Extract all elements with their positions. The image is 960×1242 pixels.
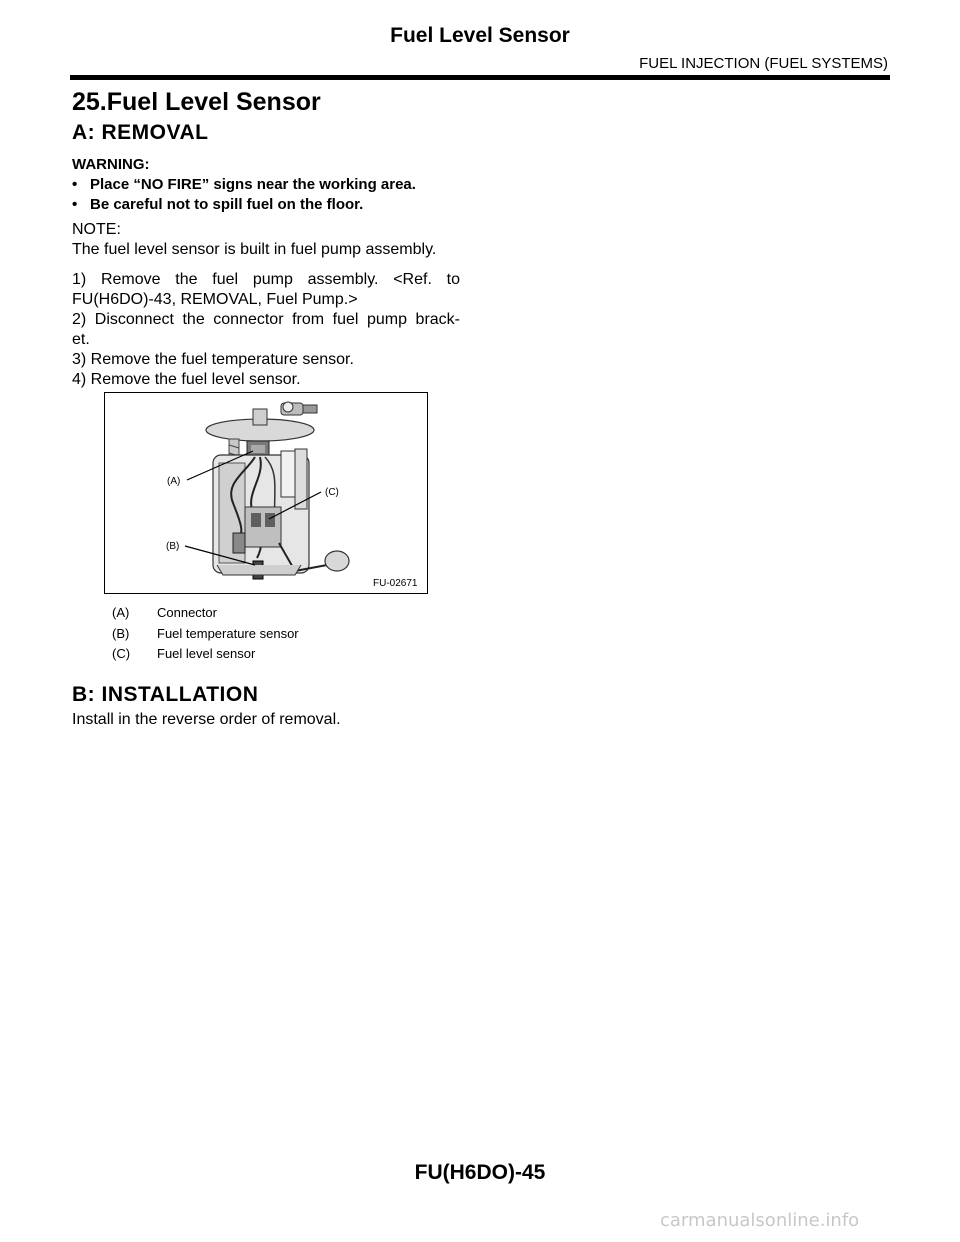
legend-label: Fuel level sensor bbox=[157, 646, 256, 661]
page-number: FU(H6DO)-45 bbox=[414, 1161, 546, 1184]
legend-key: (A) bbox=[112, 605, 130, 620]
installation-heading: B: INSTALLATION bbox=[72, 683, 259, 706]
warning-item bbox=[72, 196, 363, 213]
page-header-title: Fuel Level Sensor bbox=[390, 24, 570, 47]
legend-key: (C) bbox=[112, 646, 131, 661]
legend-item bbox=[112, 646, 255, 661]
fuel-pump-illustration bbox=[105, 393, 427, 593]
warning-text: Place “NO FIRE” signs near the working area. bbox=[90, 176, 416, 193]
installation-text: Install in the reverse order of removal. bbox=[72, 711, 341, 728]
header-section-label: FUEL INJECTION (FUEL SYSTEMS) bbox=[639, 55, 888, 72]
bullet-icon: • bbox=[72, 176, 78, 193]
legend-key: (B) bbox=[112, 626, 130, 641]
section-title: 25.Fuel Level Sensor bbox=[72, 88, 321, 116]
warning-text: Be careful not to spill fuel on the floor. bbox=[90, 196, 364, 213]
callout-a: (A) bbox=[167, 476, 181, 487]
step-1-line-2: FU(H6DO)-43, REMOVAL, Fuel Pump.> bbox=[72, 291, 358, 308]
note-label: NOTE: bbox=[72, 221, 121, 238]
step-4: 4) Remove the fuel level sensor. bbox=[72, 371, 301, 388]
step-3: 3) Remove the fuel temperature sensor. bbox=[72, 351, 354, 368]
step-2-line-1: 2) Disconnect the connector from fuel pump brack- bbox=[72, 311, 460, 328]
header-divider bbox=[70, 75, 890, 80]
warning-label: WARNING: bbox=[72, 156, 150, 173]
callout-c: (C) bbox=[325, 487, 339, 498]
legend-item bbox=[112, 605, 217, 620]
callout-b: (B) bbox=[166, 541, 180, 552]
legend-label: Fuel temperature sensor bbox=[157, 626, 299, 641]
step-1-line-1: 1) Remove the fuel pump assembly. <Ref. to bbox=[72, 271, 460, 288]
note-text: The fuel level sensor is built in fuel pump assembly. bbox=[72, 241, 437, 258]
step-2-line-2: et. bbox=[72, 331, 90, 348]
legend-label: Connector bbox=[157, 605, 217, 620]
warning-item bbox=[72, 176, 416, 193]
bullet-icon: • bbox=[72, 196, 78, 213]
legend-item bbox=[112, 626, 299, 641]
removal-heading: A: REMOVAL bbox=[72, 121, 209, 144]
fuel-pump-figure bbox=[104, 392, 428, 594]
figure-code: FU-02671 bbox=[373, 578, 418, 589]
watermark: carmanualsonline.info bbox=[660, 1210, 860, 1231]
